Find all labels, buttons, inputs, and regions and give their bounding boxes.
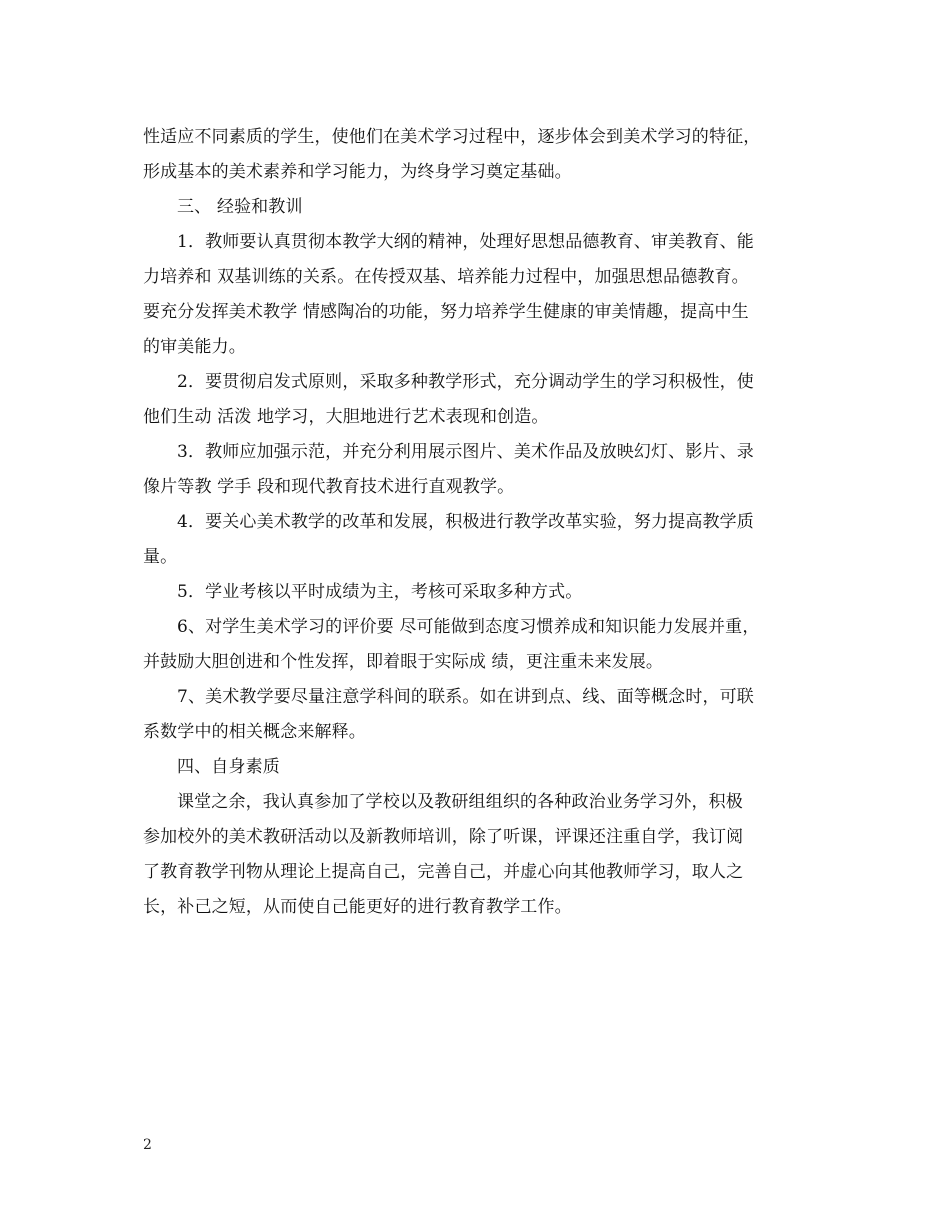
text-line: 的审美能力。 bbox=[143, 337, 246, 357]
text-line: 量。 bbox=[143, 547, 178, 567]
text-line: 了教育教学刊物从理论上提高自己，完善自己，并虚心向其他教师学习，取人之 bbox=[143, 862, 744, 882]
text-line: 系数学中的相关概念来解释。 bbox=[143, 722, 366, 742]
text-line: 长，补己之短，从而使自己能更好的进行教育教学工作。 bbox=[143, 897, 572, 917]
page-number: 2 bbox=[143, 1137, 152, 1153]
text-line: 参加校外的美术教研活动以及新教师培训，除了听课，评课还注重自学，我订阅 bbox=[143, 827, 744, 847]
text-line: 力培养和 双基训练的关系。在传授双基、培养能力过程中，加强思想品德教育。 bbox=[143, 267, 749, 287]
text-line: 性适应不同素质的学生，使他们在美术学习过程中，逐步体会到美术学习的特征， bbox=[143, 127, 761, 147]
section-heading-3: 三、 经验和教训 bbox=[177, 197, 303, 217]
text-line: 5．学业考核以平时成绩为主，考核可采取多种方式。 bbox=[177, 582, 583, 602]
text-line: 形成基本的美术素养和学习能力，为终身学习奠定基础。 bbox=[143, 162, 572, 182]
text-line: 并鼓励大胆创进和个性发挥，即着眼于实际成 绩，更注重未来发展。 bbox=[143, 652, 664, 672]
text-line: 7、美术教学要尽量注意学科间的联系。如在讲到点、线、面等概念时，可联 bbox=[177, 687, 754, 707]
text-line: 要充分发挥美术教学 情感陶冶的功能，努力培养学生健康的审美情趣，提高中生 bbox=[143, 302, 749, 322]
section-heading-4: 四、自身素质 bbox=[177, 757, 280, 777]
text-line: 他们生动 活泼 地学习，大胆地进行艺术表现和创造。 bbox=[143, 407, 549, 427]
text-line: 3．教师应加强示范，并充分利用展示图片、美术作品及放映幻灯、影片、录 bbox=[177, 442, 754, 462]
text-line: 4．要关心美术教学的改革和发展，积极进行教学改革实验，努力提高教学质 bbox=[177, 512, 754, 532]
text-line: 像片等教 学手 段和现代教育技术进行直观教学。 bbox=[143, 477, 515, 497]
text-line: 1．教师要认真贯彻本教学大纲的精神，处理好思想品德教育、审美教育、能 bbox=[177, 232, 754, 252]
text-line: 6、对学生美术学习的评价要 尽可能做到态度习惯养成和知识能力发展并重， bbox=[177, 617, 760, 637]
text-line: 2．要贯彻启发式原则，采取多种教学形式，充分调动学生的学习积极性，使 bbox=[177, 372, 754, 392]
text-line: 课堂之余，我认真参加了学校以及教研组组织的各种政治业务学习外，积极 bbox=[177, 792, 743, 812]
